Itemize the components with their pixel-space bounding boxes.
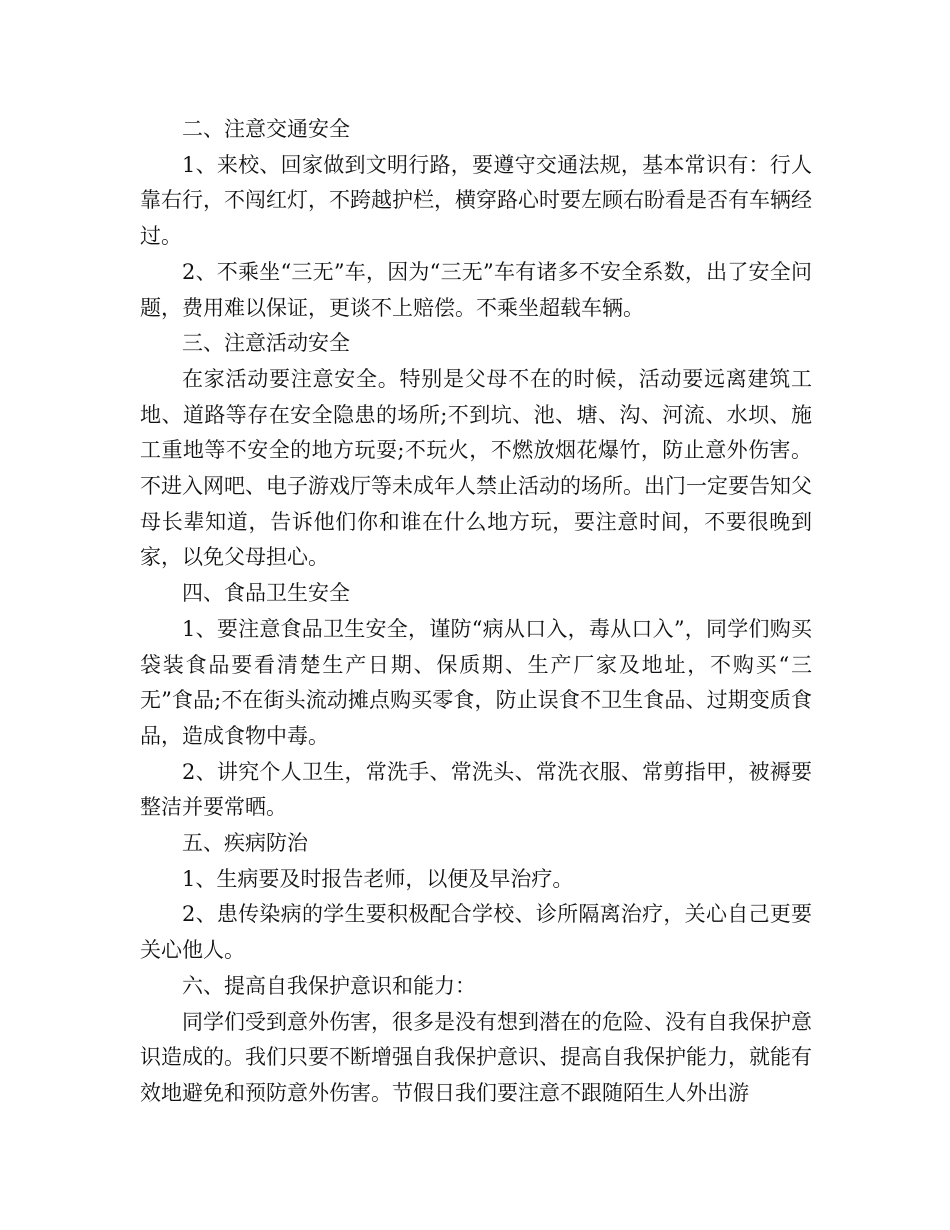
paragraph-traffic-rule-2: 2、不乘坐“三无”车，因为“三无”车有诸多不安全系数，出了安全问题，费用难以保证，更谈不上赔偿。不乘坐超载车辆。: [140, 259, 812, 320]
heading-self-protection: 六、提高自我保护意识和能力：: [182, 973, 476, 998]
heading-activity-safety: 三、注意活动安全: [182, 331, 350, 356]
paragraph-food-hygiene-2: 2、讲究个人卫生，常洗手、常洗头、常洗衣服、常剪指甲，被褥要整洁并要常晒。: [140, 759, 812, 820]
heading-traffic-safety: 二、注意交通安全: [182, 117, 350, 141]
paragraph-activity-safety: 在家活动要注意安全。特别是父母不在的时候，活动要远离建筑工地、道路等存在安全隐患的场所;不到坑、池、塘、沟、河流、水坝、施工重地等不安全的地方玩耍;不玩火，不燃放烟花爆竹，防止意外伤害。不进入网吧、电子游戏厅等未成年人禁止活动的场所。出门一定要告知父母长辈知道，告诉他们你和谁在什么地方玩，要注意时间，不要很晚到家，以免父母担心。: [140, 366, 812, 570]
paragraph-disease-2: 2、患传染病的学生要积极配合学校、诊所隔离治疗，关心自己更要关心他人。: [140, 902, 812, 963]
paragraph-food-hygiene-1: 1、要注意食品卫生安全，谨防“病从口入，毒从口入”，同学们购买袋装食品要看清楚生产日期、保质期、生产厂家及地址，不购买“三无”食品;不在街头流动摊点购买零食，防止误食不卫生食品、过期变质食品，造成食物中毒。: [140, 616, 812, 748]
paragraph-traffic-rule-1: 1、来校、回家做到文明行路，要遵守交通法规，基本常识有：行人靠右行，不闯红灯，不跨越护栏，横穿路心时要左顾右盼看是否有车辆经过。: [140, 152, 812, 249]
document-body: [140, 112, 812, 1112]
heading-food-hygiene: 四、食品卫生安全: [182, 581, 350, 606]
paragraph-disease-1: 1、生病要及时报告老师，以便及早治疗。: [182, 866, 574, 891]
paragraph-self-protection: 同学们受到意外伤害，很多是没有想到潜在的危险、没有自我保护意识造成的。我们只要不断增强自我保护意识、提高自我保护能力，就能有效地避免和预防意外伤害。节假日我们要注意不跟随陌生人外出游: [140, 1009, 812, 1105]
heading-disease-prevention: 五、疾病防治: [182, 831, 308, 856]
